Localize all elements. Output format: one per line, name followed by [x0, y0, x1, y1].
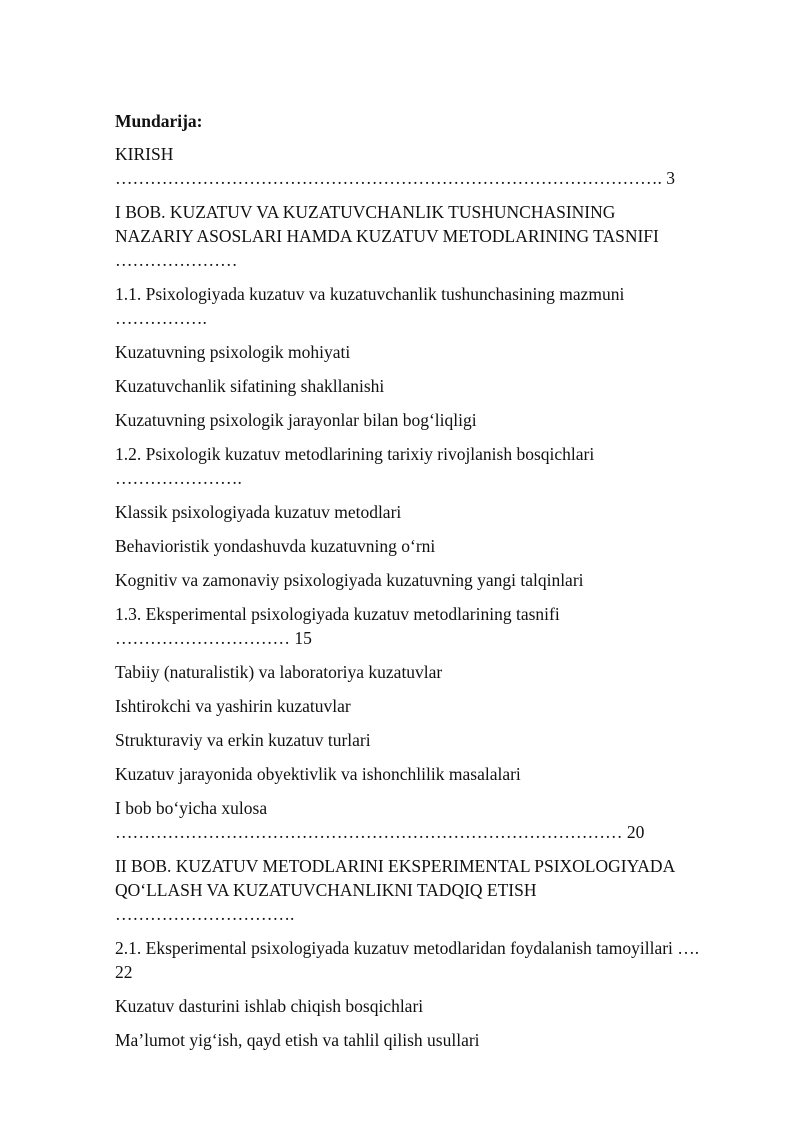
toc-entry-text: Ishtirokchi va yashirin kuzatuvlar [115, 696, 351, 716]
toc-entry [115, 936, 730, 984]
toc-entry-continuation: …………………. [115, 468, 242, 488]
toc-entry-text: Kognitiv va zamonaviy psixologiyada kuzatuvning yangi talqinlari [115, 570, 584, 590]
toc-entry [115, 694, 730, 718]
toc-entry-continuation: 22 [115, 962, 133, 982]
toc-entry-text: Klassik psixologiyada kuzatuv metodlari [115, 502, 402, 522]
toc-entry-text: 1.2. Psixologik kuzatuv metodlarining tarixiy rivojlanish bosqichlari [115, 444, 595, 464]
toc-entry [115, 728, 730, 752]
toc-entry-continuation: …………………………. [115, 904, 295, 924]
toc-entry-text: Kuzatuvning psixologik jarayonlar bilan bog‘liqligi [115, 410, 477, 430]
toc-entry [115, 1028, 730, 1052]
toc-entry-continuation: NAZARIY ASOSLARI HAMDA KUZATUV METODLARINING TASNIFI [115, 226, 659, 246]
toc-entry [115, 500, 730, 524]
toc-entry-text: Kuzatuv jarayonida obyektivlik va ishonchlilik masalalari [115, 764, 521, 784]
toc-entry [115, 340, 730, 364]
toc-entry [115, 442, 730, 490]
toc-entry [115, 568, 730, 592]
toc-entry-text: I bob bo‘yicha xulosa [115, 798, 268, 818]
toc-entry-text: Tabiiy (naturalistik) va laboratoriya kuzatuvlar [115, 662, 443, 682]
toc-entry-text: Strukturaviy va erkin kuzatuv turlari [115, 730, 371, 750]
toc-entry [115, 796, 730, 844]
toc-entry-continuation: …………………………………………………………………………………. 3 [115, 168, 675, 188]
toc-entry-continuation: QO‘LLASH VA KUZATUVCHANLIKNI TADQIQ ETISH [115, 880, 537, 900]
toc-entry-continuation: ………………………… 15 [115, 628, 312, 648]
toc-entry-continuation: ……………. [115, 308, 207, 328]
toc-entry [115, 602, 730, 650]
toc-entry [115, 854, 730, 926]
toc-entry [115, 762, 730, 786]
toc-entry [115, 282, 730, 330]
toc-entry-text: 2.1. Eksperimental psixologiyada kuzatuv metodlaridan foydalanish tamoyillari …. [115, 938, 700, 958]
toc-entry [115, 142, 730, 190]
toc-entry [115, 374, 730, 398]
toc-entry [115, 660, 730, 684]
toc-entry-text: Kuzatuvchanlik sifatining shakllanishi [115, 376, 385, 396]
toc-entry-text: KIRISH [115, 144, 174, 164]
table-of-contents [115, 142, 730, 1052]
toc-entry [115, 534, 730, 558]
toc-entry [115, 408, 730, 432]
toc-entry-text: 1.1. Psixologiyada kuzatuv va kuzatuvchanlik tushunchasining mazmuni [115, 284, 625, 304]
toc-entry-text: Ma’lumot yig‘ish, qayd etish va tahlil qilish usullari [115, 1030, 480, 1050]
toc-entry [115, 994, 730, 1018]
toc-entry [115, 200, 730, 272]
toc-entry-text: Kuzatuv dasturini ishlab chiqish bosqichlari [115, 996, 424, 1016]
toc-entry-continuation: …………………………………………………………………………… 20 [115, 822, 645, 842]
toc-entry-continuation: ………………… [115, 250, 238, 270]
toc-entry-text: I BOB. KUZATUV VA KUZATUVCHANLIK TUSHUNCHASINING [115, 202, 616, 222]
toc-entry-text: 1.3. Eksperimental psixologiyada kuzatuv metodlarining tasnifi [115, 604, 560, 624]
toc-entry-text: Kuzatuvning psixologik mohiyati [115, 342, 351, 362]
toc-entry-text: II BOB. KUZATUV METODLARINI EKSPERIMENTAL PSIXOLOGIYADA [115, 856, 676, 876]
toc-entry-text: Behavioristik yondashuvda kuzatuvning o‘rni [115, 536, 436, 556]
toc-title: Mundarija: [115, 111, 203, 131]
